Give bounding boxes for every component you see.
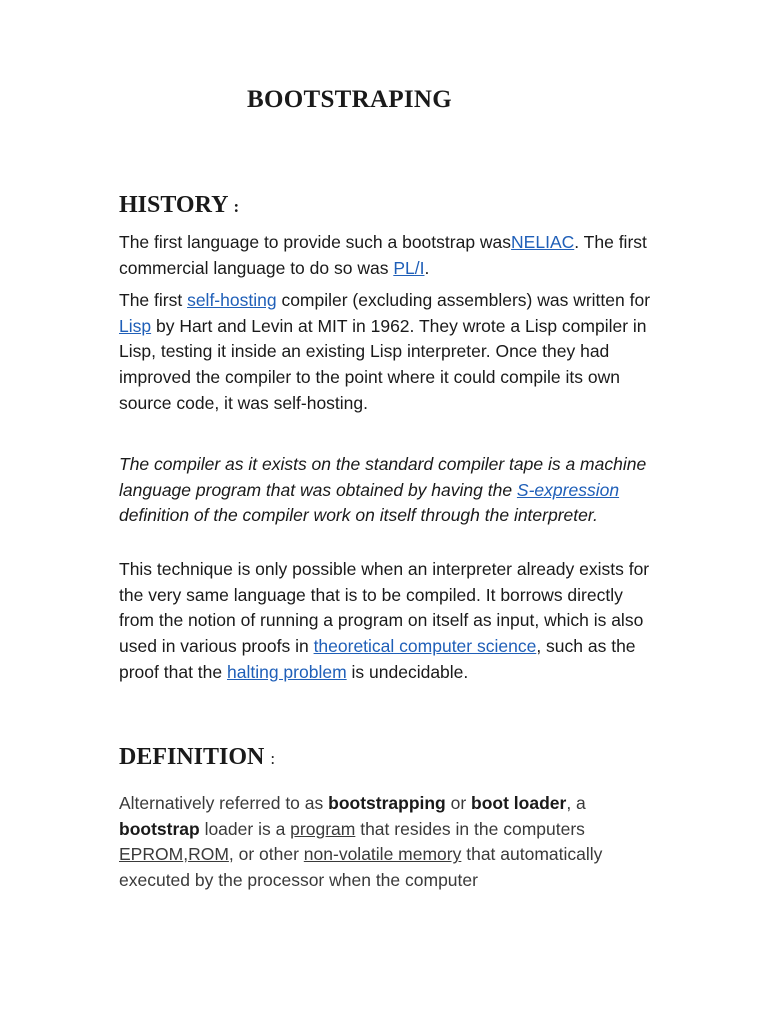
term-bootstrapping: bootstrapping <box>328 793 446 813</box>
text-run: is undecidable. <box>346 661 469 682</box>
definition-heading-text: DEFINITION <box>119 744 265 770</box>
text-run: compiler (excluding assemblers) was written for <box>276 290 651 310</box>
link-non-volatile-memory[interactable]: non-volatile memory <box>303 844 462 865</box>
history-heading-text: HISTORY <box>119 192 228 218</box>
text-run: The first <box>119 290 188 310</box>
definition-heading <box>119 744 275 771</box>
text-run: The first language to provide such a bootstrap was <box>119 232 512 252</box>
text-run: , a <box>566 793 586 813</box>
history-heading-colon: : <box>233 197 240 216</box>
text-run: definition of the compiler work on itself through the interpreter. <box>119 505 598 526</box>
link-eprom[interactable]: EPROM <box>119 844 184 865</box>
link-rom[interactable]: ROM <box>188 844 229 865</box>
link-s-expression[interactable]: S-expression <box>516 479 620 500</box>
page-title: BOOTSTRAPING <box>247 86 453 113</box>
link-lisp[interactable]: Lisp <box>119 315 152 336</box>
text-run: by Hart and Levin at MIT in 1962. They wrote a Lisp compiler in Lisp, testing it inside an existing Lisp interpreter. Once they had improved the compiler to the point where it could compile its own source code, it was self-hosting. <box>119 315 647 413</box>
history-paragraph-1 <box>119 230 659 281</box>
link-pli[interactable]: PL/I <box>393 257 425 278</box>
text-run: , <box>183 844 189 865</box>
link-halting-problem[interactable]: halting problem <box>227 661 347 682</box>
text-run: Alternatively referred to as <box>119 793 329 813</box>
link-program[interactable]: program <box>290 818 356 839</box>
term-bootstrap: bootstrap <box>119 818 200 839</box>
text-run: that automatically executed by the processor when the computer <box>119 844 603 891</box>
definition-paragraph <box>119 791 659 894</box>
text-run: or <box>445 793 472 813</box>
text-run: loader is a <box>199 818 291 839</box>
term-boot-loader: boot loader <box>471 793 567 813</box>
text-run: . <box>424 257 430 278</box>
text-run: . The first commercial language to do so was <box>119 232 647 278</box>
text-run: , or other <box>228 844 304 865</box>
link-neliac[interactable]: NELIAC <box>511 232 575 252</box>
history-quote-paragraph <box>119 452 659 529</box>
link-theoretical-computer-science[interactable]: theoretical computer science <box>313 636 537 657</box>
history-heading <box>119 192 239 219</box>
text-run: The compiler as it exists on the standard compiler tape is a machine language program that was obtained by having the <box>119 454 647 500</box>
history-paragraph-2 <box>119 288 659 417</box>
definition-heading-colon: : <box>270 749 276 768</box>
text-run: that resides in the computers <box>355 818 585 839</box>
text-run: This technique is only possible when an interpreter already exists for the very same language that is to be compiled. It borrows directly from the notion of running a program on itself as input, which is also used in various proofs in <box>119 559 650 657</box>
history-paragraph-4 <box>119 557 659 686</box>
link-self-hosting[interactable]: self-hosting <box>187 290 277 310</box>
text-run: , such as the proof that the <box>119 636 636 682</box>
